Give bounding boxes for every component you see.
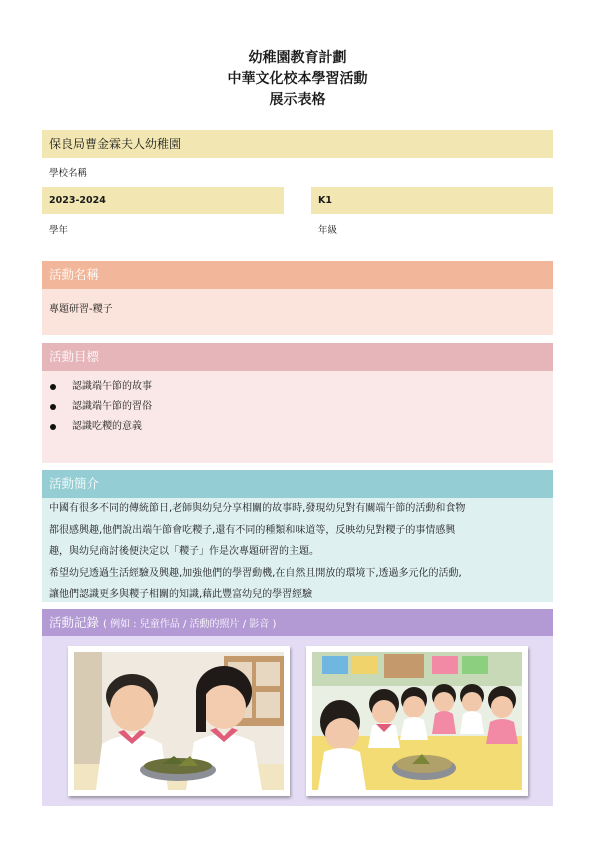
objective-item xyxy=(42,417,553,437)
activity-name-value: 專題研習-糭子 xyxy=(49,304,113,315)
children-with-zongzi-image xyxy=(74,652,284,790)
school-name-label: 學校名稱 xyxy=(49,168,88,179)
objectives-header xyxy=(42,343,553,371)
records-heading: 活動記錄 xyxy=(49,615,100,630)
grade: K1 xyxy=(318,195,332,206)
school-year: 2023-2024 xyxy=(49,195,106,206)
school-year-field xyxy=(42,187,284,214)
intro-heading: 活動簡介 xyxy=(49,476,100,491)
bullet-dot-icon xyxy=(50,384,56,390)
records-body xyxy=(42,636,553,806)
objective-text: 認識吃糭的意義 xyxy=(72,421,142,432)
objective-text: 認識端午節的故事 xyxy=(72,381,152,392)
intro-line: 都很感興趣,他們說出端午節會吃糭子,還有不同的種類和味道等，反映幼兒對糭子的事情感興 xyxy=(49,524,456,536)
objectives-heading: 活動目標 xyxy=(49,349,100,364)
title-line-2: 中華文化校本學習活動 xyxy=(227,71,368,87)
photo-1-image xyxy=(74,652,284,790)
intro-line: 讓他們認識更多與糭子相關的知識,藉此豐富幼兒的學習經驗 xyxy=(49,589,313,600)
document-title xyxy=(0,48,595,111)
intro-paragraph xyxy=(42,498,472,606)
intro-line: 希望幼兒透過生活經驗及興趣,加強他們的學習動機,在自然且開放的環境下,透過多元化的活動, xyxy=(49,567,462,579)
records-heading-note: ( 例如 : 兒童作品 / 活動的照片 / 影音 ) xyxy=(103,619,277,630)
activity-name-header xyxy=(42,261,553,289)
activity-photo-1 xyxy=(68,646,290,796)
grade-field xyxy=(311,187,553,214)
school-name-field xyxy=(42,130,553,158)
intro-header xyxy=(42,470,553,498)
activity-name-body xyxy=(42,289,553,335)
intro-body xyxy=(42,498,553,602)
bullet-dot-icon xyxy=(50,424,56,430)
objectives-body xyxy=(42,371,553,463)
objectives-list xyxy=(42,377,553,437)
group-exploring-zongzi-image xyxy=(312,652,522,790)
school-year-label: 學年 xyxy=(49,225,69,236)
objective-text: 認識端午節的習俗 xyxy=(72,401,152,412)
photo-2-image xyxy=(312,652,522,790)
objective-item xyxy=(42,397,553,417)
objective-item xyxy=(42,377,553,397)
intro-line: 趣，與幼兒商討後便決定以「糭子」作是次專題研習的主題。 xyxy=(49,546,319,557)
bullet-dot-icon xyxy=(50,404,56,410)
title-line-3: 展示表格 xyxy=(269,92,326,108)
intro-line: 中國有很多不同的傳統節日,老師與幼兒分享相關的故事時,發現幼兒對有關端午節的活動和食物 xyxy=(49,503,466,514)
grade-label: 年級 xyxy=(318,225,338,236)
activity-name-heading: 活動名稱 xyxy=(49,267,100,282)
activity-photo-2 xyxy=(306,646,528,796)
records-header xyxy=(42,609,553,636)
title-line-1: 幼稚園教育計劃 xyxy=(248,50,347,66)
school-name: 保良局曹金霖夫人幼稚園 xyxy=(49,137,182,151)
